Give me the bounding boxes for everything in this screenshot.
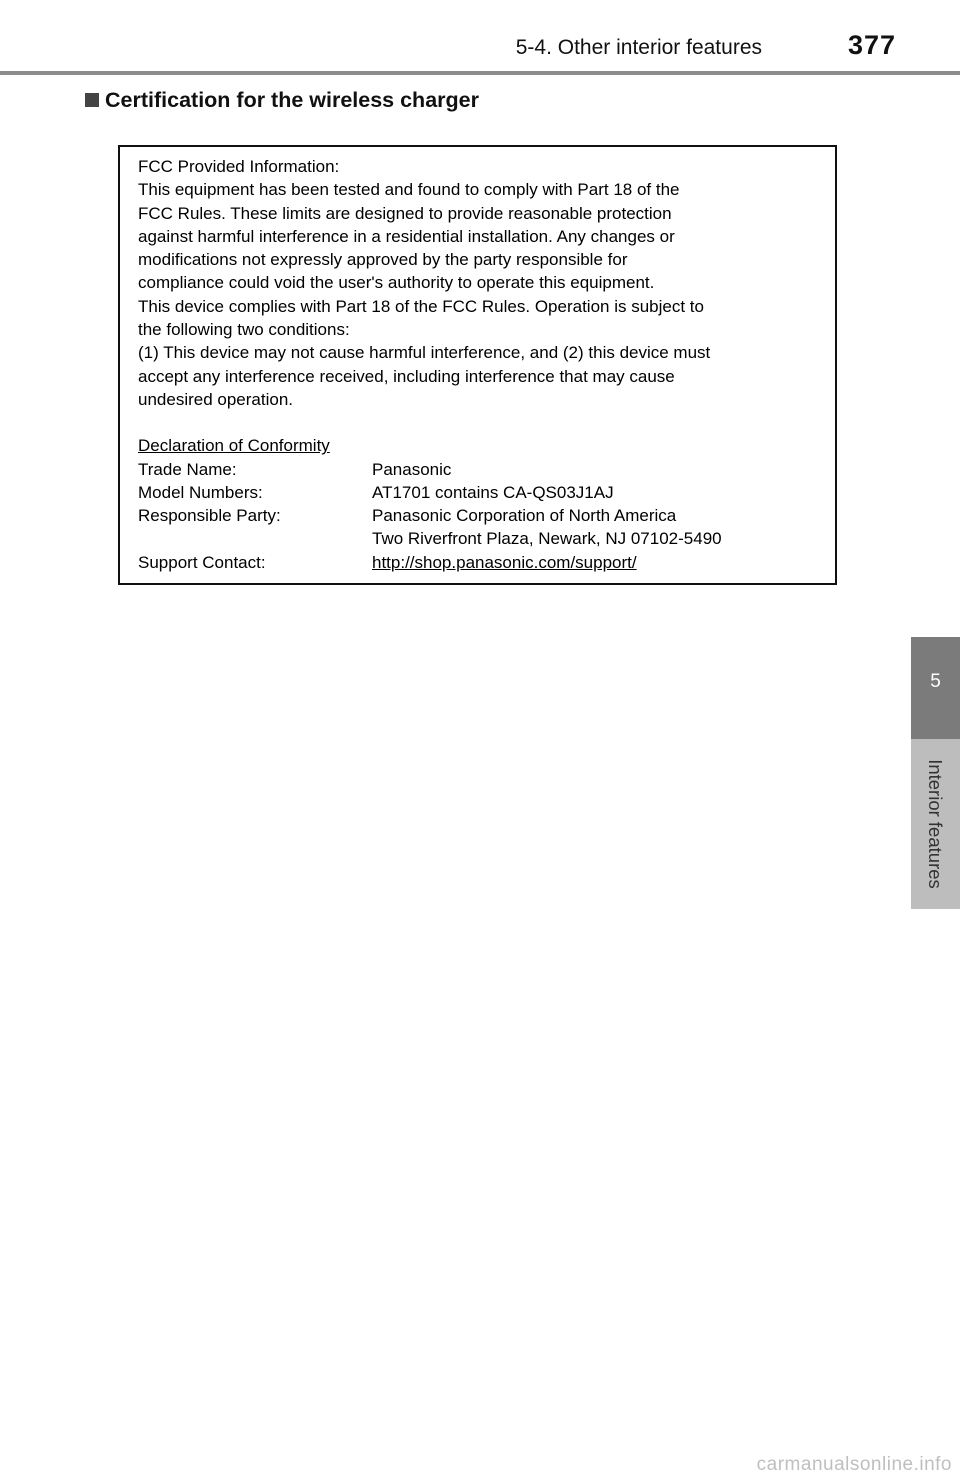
watermark: carmanualsonline.info <box>756 1454 952 1475</box>
declaration-row-support-contact <box>138 551 835 574</box>
page-number: 377 <box>847 30 896 60</box>
chapter-number: 5 <box>930 671 941 692</box>
fcc-line: accept any interference received, including interference that may cause <box>138 366 675 386</box>
model-numbers-value: AT1701 contains CA-QS03J1AJ <box>372 482 614 502</box>
declaration-row-model-numbers <box>138 481 835 504</box>
fcc-line: compliance could void the user's authority to operate this equipment. <box>138 273 655 293</box>
fcc-information-box <box>118 145 837 585</box>
trade-name-label: Trade Name: <box>138 459 237 479</box>
fcc-line: (1) This device may not cause harmful interference, and (2) this device must <box>138 343 711 363</box>
fcc-line: against harmful interference in a residential installation. Any changes or <box>138 226 675 246</box>
header-section-title: 5-4. Other interior features <box>515 36 762 59</box>
empty-label <box>138 527 372 550</box>
support-contact-label: Support Contact: <box>138 552 266 572</box>
spacer <box>138 411 835 434</box>
declaration-row-trade-name <box>138 458 835 481</box>
declaration-row-address <box>138 527 835 550</box>
fcc-line: FCC Provided Information: <box>138 157 340 176</box>
chapter-label-text: Interior features <box>925 759 946 889</box>
page-header <box>0 0 960 80</box>
header-divider <box>0 71 960 75</box>
declaration-title: Declaration of Conformity <box>138 436 330 456</box>
section-heading <box>85 88 479 113</box>
fcc-line: This equipment has been tested and found to comply with Part 18 of the <box>138 180 680 200</box>
fcc-line: This device complies with Part 18 of the FCC Rules. Operation is subject to <box>138 296 704 316</box>
responsible-party-value: Panasonic Corporation of North America <box>372 506 677 526</box>
responsible-party-address: Two Riverfront Plaza, Newark, NJ 07102-5490 <box>372 529 722 549</box>
support-contact-link[interactable]: http://shop.panasonic.com/support/ <box>372 552 637 572</box>
model-numbers-label: Model Numbers: <box>138 482 263 502</box>
trade-name-value: Panasonic <box>372 459 452 479</box>
fcc-line: undesired operation. <box>138 389 294 409</box>
fcc-line: the following two conditions: <box>138 320 350 340</box>
fcc-line: modifications not expressly approved by the party responsible for <box>138 250 628 270</box>
declaration-row-responsible-party <box>138 504 835 527</box>
chapter-tab-label <box>911 739 960 909</box>
responsible-party-label: Responsible Party: <box>138 506 281 526</box>
section-heading-text: Certification for the wireless charger <box>105 88 479 112</box>
chapter-tab-number <box>911 637 960 739</box>
fcc-line: FCC Rules. These limits are designed to provide reasonable protection <box>138 203 672 223</box>
bullet-square-icon <box>85 93 99 107</box>
